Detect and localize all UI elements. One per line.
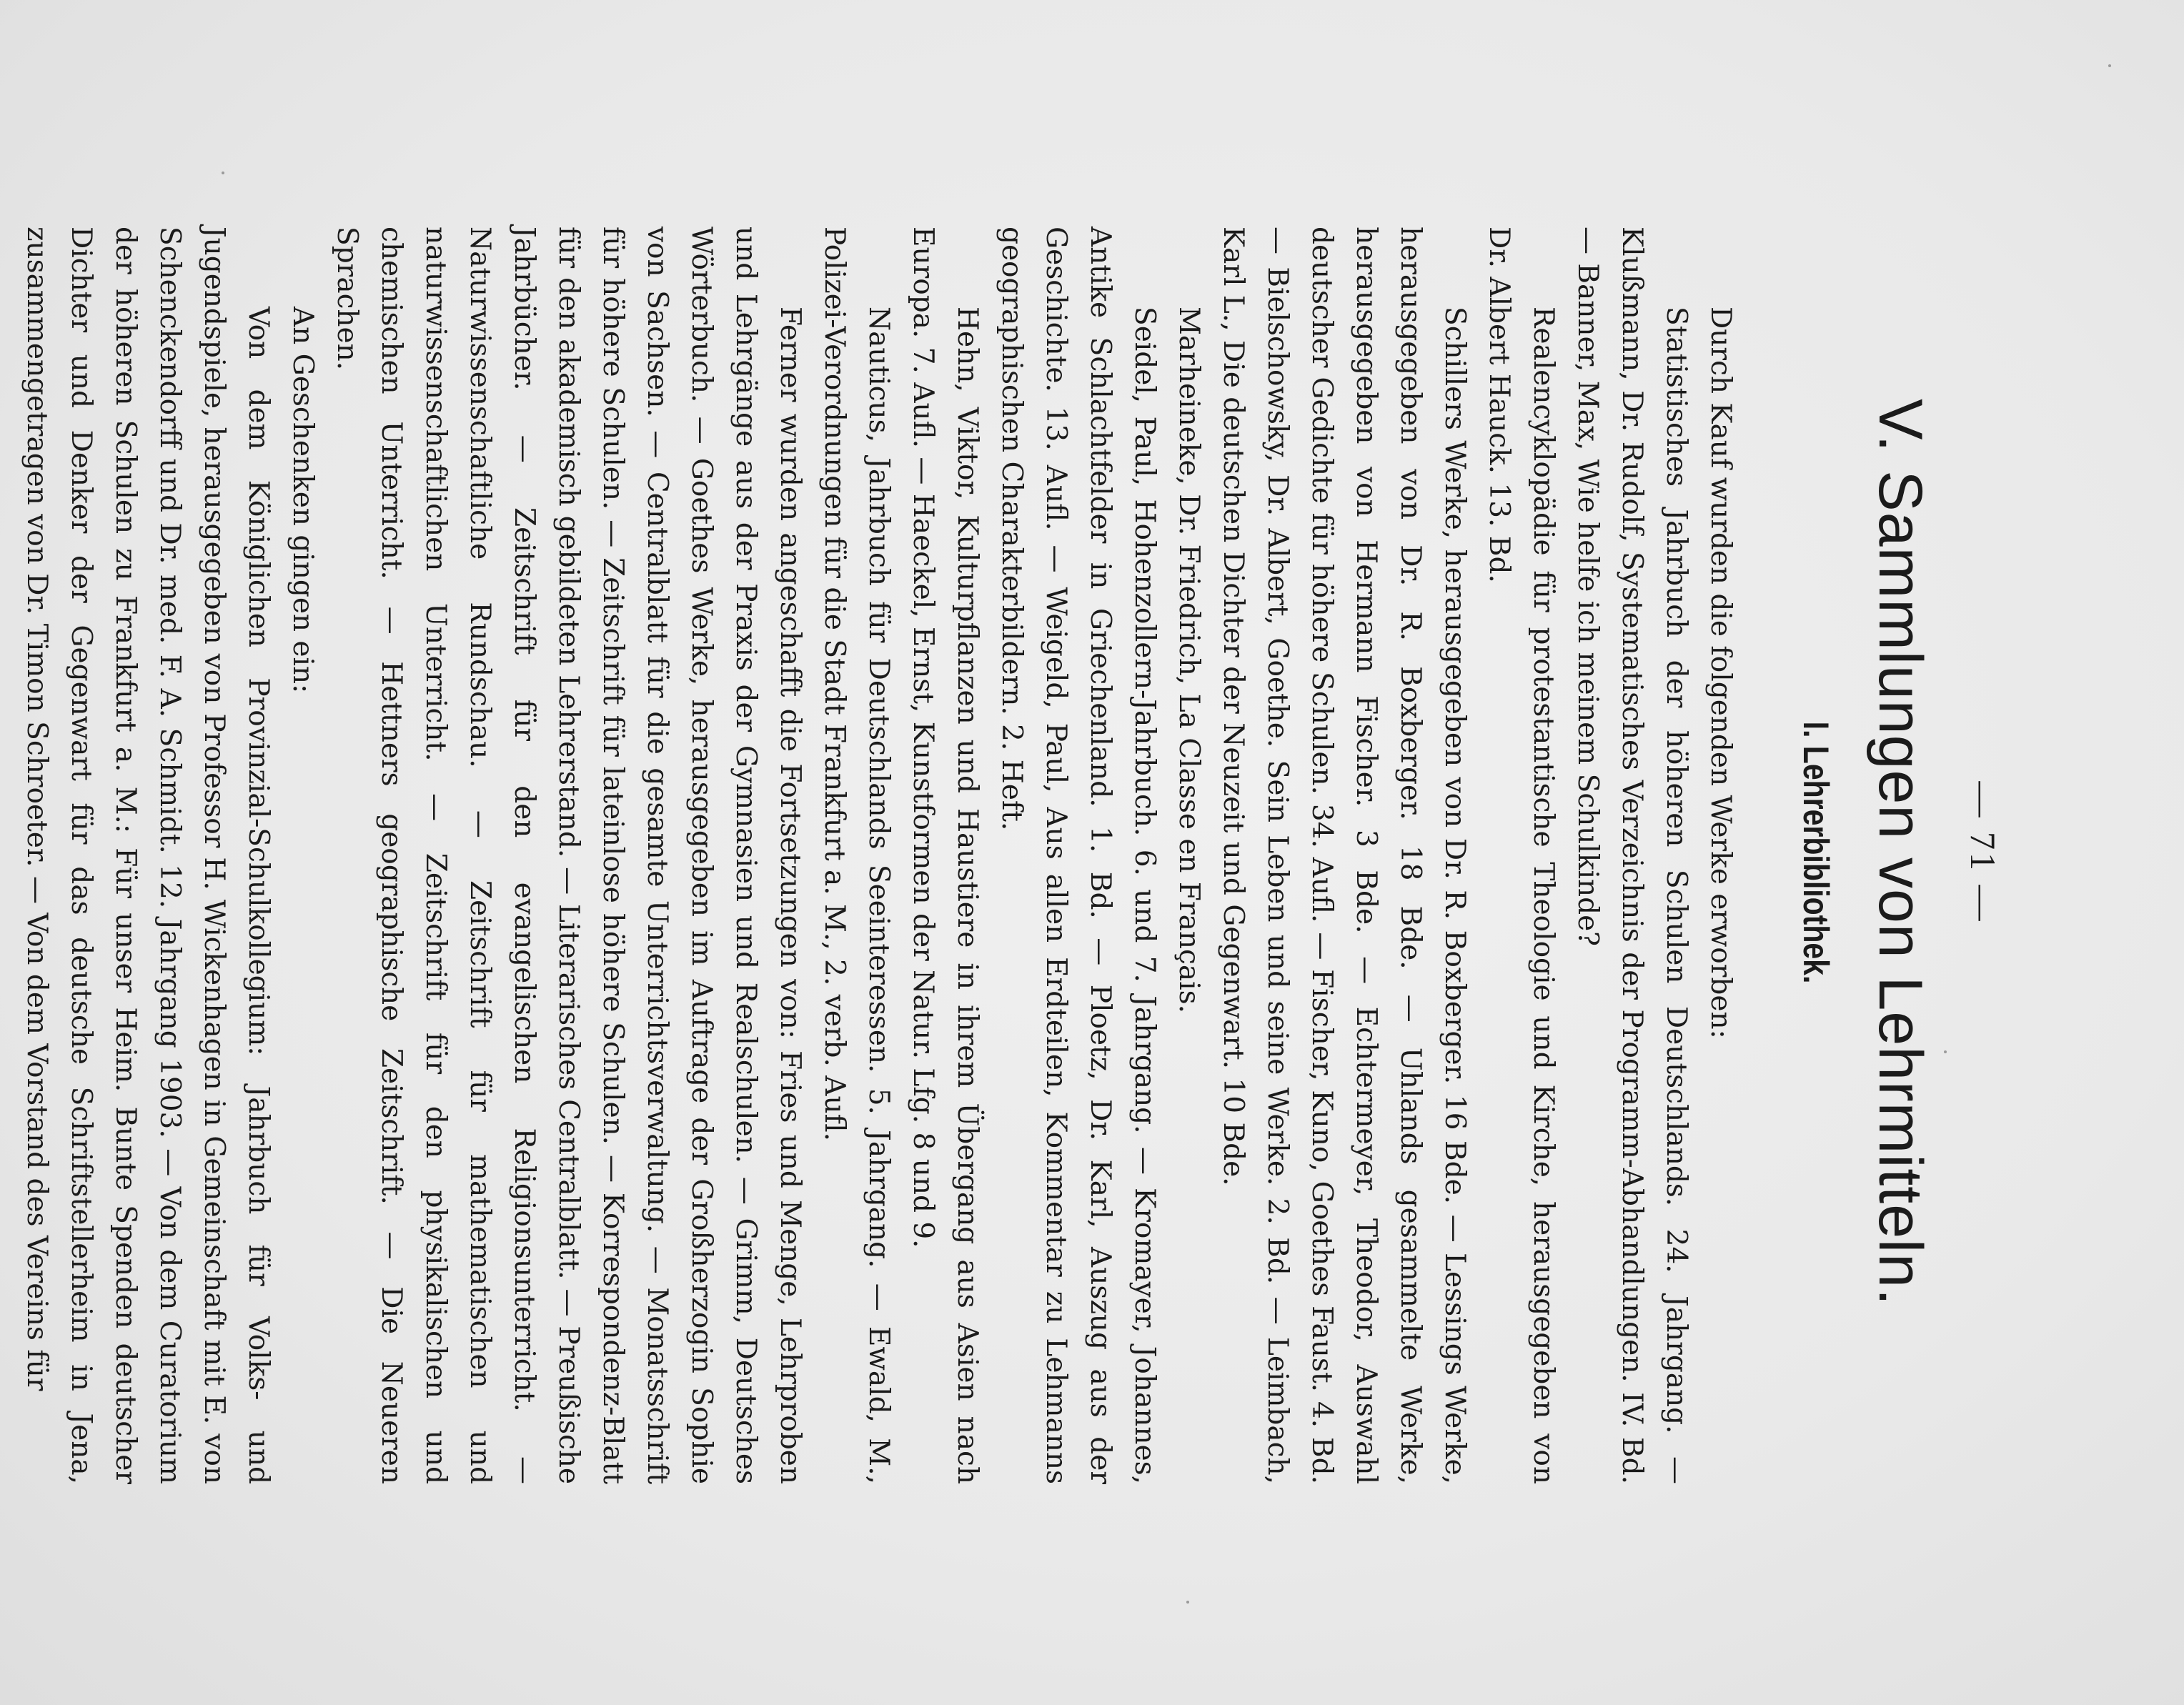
- document-page: [21, 52, 2078, 1653]
- body-text: [14, 227, 1742, 1484]
- section-title: V. Sammlungen von Lehrmitteln.: [1866, 399, 1935, 1306]
- paragraph-statistics: Statistisches Jahrbuch der höheren Schulen Deutschlands. 24. Jahrgang. — Klußmann, Dr. Rudolf, Systematisches Verzeichnis der Programm-Abhandlungen. IV. Bd. — Banner, Max, Wie helfe ich meinem Schulkinde?: [1572, 227, 1692, 1484]
- paragraph-literature: Schillers Werke, herausgegeben von Dr. R. Boxberger. 16 Bde. — Lessings Werke, herausgegeben von Dr. R. Boxberger. 18 Bde. — Uhlands gesammelte Werke, herausgegeben von Hermann Fischer. 3 Bde. — Echtermeyer, Theodor, Auswahl deutscher Gedichte für höhere Schulen. 34. Aufl. — Fischer, Kuno, Goethes Faust. 4. Bd. — Bielschowsky, Dr. Albert, Goethe. Sein Leben und seine Werke. 2. Bd. — Leimbach, Karl L., Die deutschen Dichter der Neuzeit und Gegenwart. 10 Bde.: [1217, 227, 1471, 1484]
- paragraph-history: Seidel, Paul, Hohenzollern-Jahrbuch. 6. und 7. Jahrgang. — Kromayer, Johannes, Antike Schlachtfelder in Griechenland. 1. Bd. — Ploetz, Dr. Karl, Auszug aus der Geschichte. 13. Aufl. — Weigeld, Paul, Aus allen Erdteilen, Kommentar zu Lehmanns geographischen Charakterbildern. 2. Heft.: [996, 227, 1161, 1484]
- paragraph-gifts: Von dem Königlichen Provinzial-Schulkollegium: Jahrbuch für Volks- und Jugendspiele, herausgegeben von Professor H. Wickenhagen in Gemeinschaft mit E. von Schenckendorff und Dr. med. F. A. Schmidt. 12. Jahrgang 1903. — Von dem Curatorium der höheren Schulen zu Frankfurt a. M.: Für unser Heim. Bunte Spenden deutscher Dichter und Denker der Gegenwart für das deutsche Schriftstellerheim in Jena, zusammengetragen von Dr. Timon Schroeter. — Von dem Vorstand des Vereins für: [21, 227, 274, 1484]
- paragraph-gifts-heading: An Geschenken gingen ein:: [287, 307, 319, 694]
- paragraph-natural-science: Hehn, Viktor, Kulturpflanzen und Haustiere in ihrem Übergang aus Asien nach Europa. 7. Aufl. — Haeckel, Ernst, Kunstformen der Natur. Lfg. 8 und 9.: [907, 227, 983, 1484]
- paragraph-realencyklopaedie: Realencyklopädie für protestantische Theologie und Kirche, herausgegeben von Dr. Albert Hauck. 13. Bd.: [1483, 227, 1559, 1484]
- paragraph-nauticus: Nauticus, Jahrbuch für Deutschlands Seeinteressen. 5. Jahrgang. — Ewald, M., Polizei-Verordnungen für die Stadt Frankfurt a. M., 2. verb. Aufl.: [818, 227, 895, 1484]
- paragraph-french: Marheineke, Dr. Friedrich, La Classe en Français.: [1173, 307, 1205, 1013]
- page-number: — 71 —: [1963, 781, 2003, 924]
- scan-speck: [2108, 64, 2111, 67]
- paragraph-intro: Durch Kauf wurden die folgenden Werke erworben:: [1704, 307, 1737, 1039]
- subsection-title: I. Lehrerbibliothek.: [1796, 721, 1836, 984]
- paragraph-periodicals: Ferner wurden angeschafft die Fortsetzungen von: Fries und Menge, Lehrproben und Lehrgänge aus der Praxis der Gymnasien und Realschulen. — Grimm, Deutsches Wörterbuch. — Goethes Werke, herausgegeben im Auftrage der Großherzogin Sophie von Sachsen. — Centralblatt für die gesamte Unterrichtsverwaltung. — Monatsschrift für höhere Schulen. — Zeitschrift für lateinlose höhere Schulen. — Korrespondenz-Blatt für den akademisch gebildeten Lehrerstand. — Literarisches Centralblatt. — Preußische Jahrbücher. — Zeitschrift für den evangelischen Religionsunterricht. — Naturwissenschaftliche Rundschau. — Zeitschrift für mathematischen und naturwissenschaftlichen Unterricht. — Zeitschrift für den physikalischen und chemischen Unterricht. — Hettners geographische Zeitschrift. — Die Neueren Sprachen.: [331, 227, 806, 1484]
